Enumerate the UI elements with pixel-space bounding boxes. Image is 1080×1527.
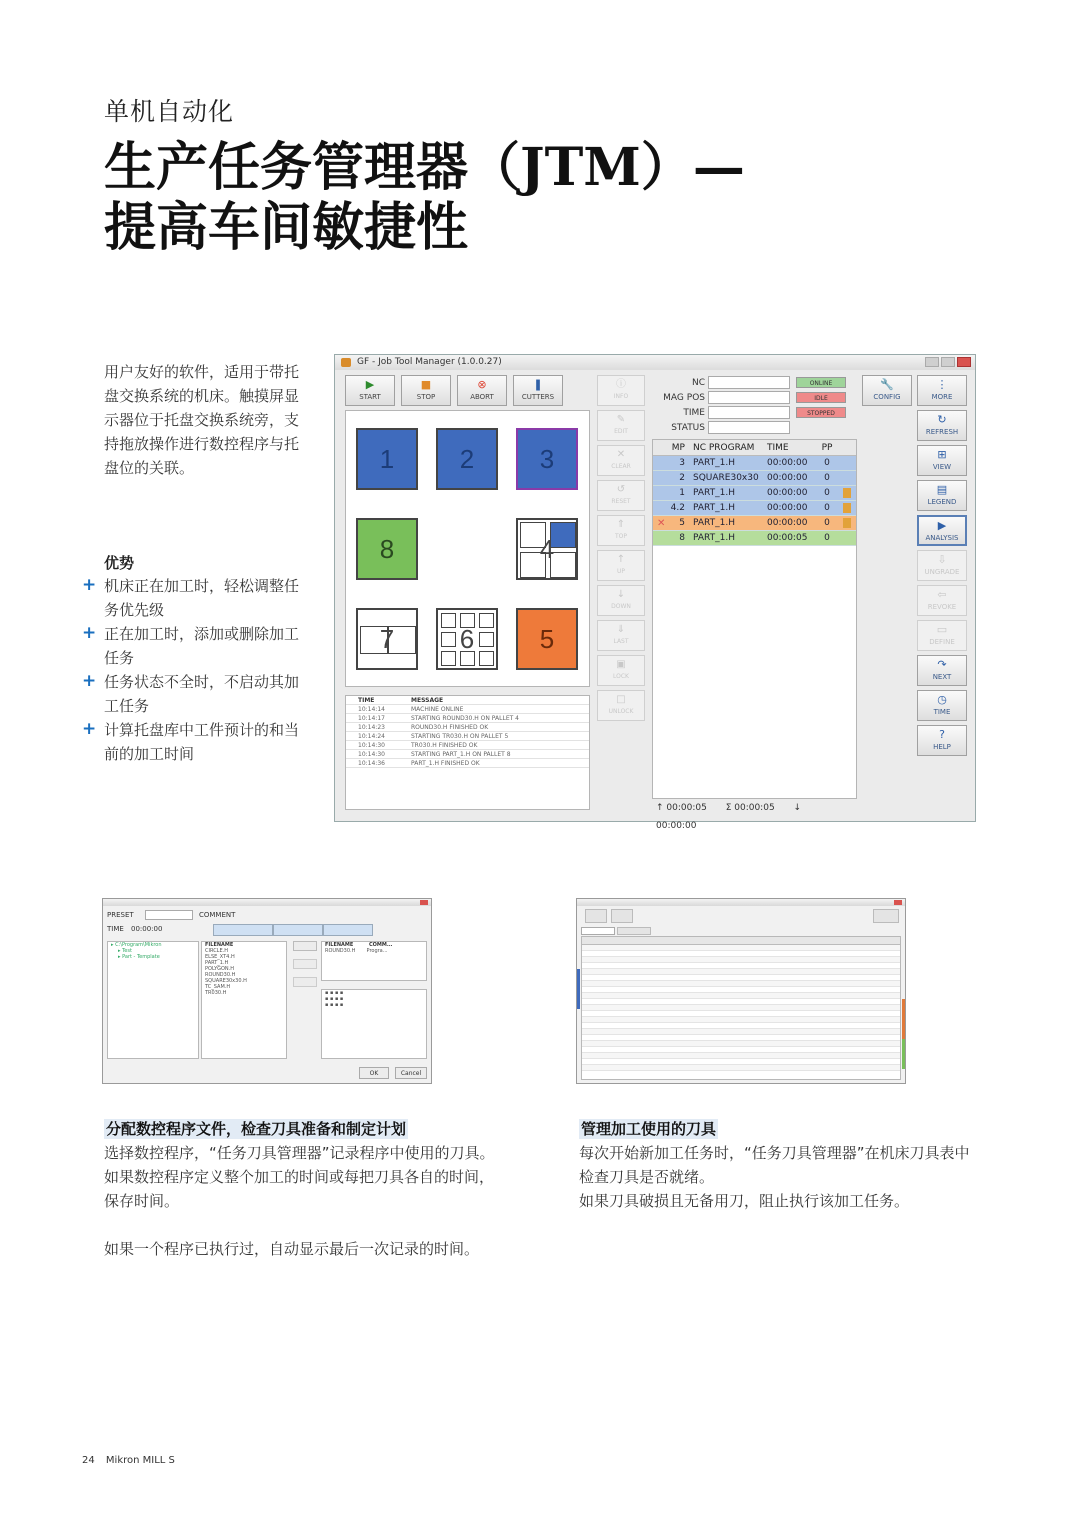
status-badge-idle: IDLE <box>796 392 846 403</box>
message-row: 10:14:30 STARTING PART_1.H ON PALLET 8 <box>346 750 589 759</box>
window-title: GF - Job Tool Manager (1.0.0.27) <box>357 357 502 367</box>
stop-icon: ■ <box>420 378 432 391</box>
caption-left-body: 选择数控程序，“任务刀具管理器”记录程序中使用的刀具。 如果数控程序定义整个加工的时间或每把刀具各自的时间，保存时间。 如果一个程序已执行过，自动显示最后一次记录的时间。 <box>104 1144 495 1258</box>
comment-label: COMMENT <box>199 911 236 919</box>
start-button[interactable]: ▶ START <box>345 375 395 406</box>
cutter-list <box>321 989 427 1059</box>
close-icon[interactable] <box>420 900 428 905</box>
app-icon <box>341 358 351 367</box>
table-row[interactable]: 2 SQUARE30x30 00:00:00 0 <box>653 471 856 486</box>
close-icon[interactable] <box>894 900 902 905</box>
selected-list[interactable] <box>321 941 427 981</box>
plus-icon: + <box>82 671 97 691</box>
last-button[interactable]: ⇓ LAST <box>597 620 645 651</box>
stop-button[interactable]: ■ STOP <box>401 375 451 406</box>
add-button[interactable] <box>293 941 317 951</box>
pallet-6[interactable]: 6 <box>436 608 498 670</box>
tree-node[interactable]: ▸ C:\Program\Mikron <box>111 942 162 948</box>
pallet-8[interactable]: 8 <box>356 518 418 580</box>
analysis-icon: ▶ <box>937 519 947 532</box>
table-row[interactable] <box>582 1065 900 1071</box>
pallet-area <box>345 410 590 687</box>
more-button[interactable]: ⋮ MORE <box>917 375 967 406</box>
error-icon: ✕ <box>657 518 666 529</box>
mag-pos-field <box>708 391 790 404</box>
time-field <box>708 406 790 419</box>
table-row[interactable]: 8 PART_1.H 00:00:05 0 <box>653 531 856 546</box>
cancel-button[interactable]: Cancel <box>395 1067 427 1079</box>
file-item[interactable]: CIRCLE.H <box>205 948 228 954</box>
tool-flag-icon <box>843 518 851 528</box>
file-item[interactable]: TR030.H <box>205 990 227 996</box>
info-row-nc: NC ONLINE <box>652 375 857 390</box>
message-row: 10:14:36 PART_1.H FINISHED OK <box>346 759 589 768</box>
info-button[interactable]: ⓘ INFO <box>597 375 645 406</box>
table-row[interactable]: 4.2 PART_1.H 00:00:00 0 <box>653 501 856 516</box>
pencil-icon: ✎ <box>616 414 626 425</box>
more-icon: ⋮ <box>936 378 948 391</box>
intro-text: 用户友好的软件，适用于带托盘交换系统的机床。触摸屏显示器位于托盘交换系统旁，支持拖放操作进行数控程序与托盘位的关联。 <box>104 363 300 477</box>
program-table <box>652 439 857 799</box>
time-value: 00:00:00 <box>131 925 163 933</box>
table-row[interactable]: ✕ 5 PART_1.H 00:00:00 0 <box>653 516 856 531</box>
lock-icon: ▣ <box>616 659 626 670</box>
ungrade-icon: ⇩ <box>937 553 947 566</box>
product-name: Mikron MILL S <box>105 1455 175 1466</box>
plus-icon: + <box>82 575 97 595</box>
file-item[interactable]: TC_SAM.H <box>205 984 231 990</box>
pallet-3[interactable]: 3 <box>516 428 578 490</box>
tool-table <box>581 936 901 1080</box>
file-item[interactable]: PART_1.H <box>205 960 229 966</box>
close-icon[interactable] <box>957 357 971 367</box>
row-marker <box>902 999 905 1039</box>
remaining-time: ↑ 00:00:05 <box>656 803 707 813</box>
refresh-button[interactable]: ↻ REFRESH <box>917 410 967 441</box>
message-row: 10:14:17 STARTING ROUND30.H ON PALLET 4 <box>346 714 589 723</box>
row-marker <box>577 969 580 1009</box>
tree-node[interactable]: ▸ Test <box>118 948 132 954</box>
slot <box>479 613 494 628</box>
ungrade-button[interactable]: ⇩ UNGRADE <box>917 550 967 581</box>
file-item[interactable]: SQUARE30x30.H <box>205 978 247 984</box>
tool-table-header <box>582 937 900 945</box>
enable-button[interactable] <box>611 909 633 923</box>
nc-field <box>708 376 790 389</box>
table-row[interactable]: 3 PART_1.H 00:00:00 0 <box>653 456 856 471</box>
message-row: 10:14:30 TR030.H FINISHED OK <box>346 741 589 750</box>
next-button[interactable]: ↷ NEXT <box>917 655 967 686</box>
table-row[interactable]: 1 PART_1.H 00:00:00 0 <box>653 486 856 501</box>
file-item[interactable]: ROUND30.H <box>205 972 236 978</box>
next-icon: ↷ <box>937 658 947 671</box>
message-row: 10:14:24 STARTING TR030.H ON PALLET 5 <box>346 732 589 741</box>
status-badge-online: ONLINE <box>796 377 846 388</box>
history-button[interactable] <box>213 924 273 936</box>
row-marker <box>902 1039 905 1069</box>
elapsed-time: ↓ 00:00:00 <box>656 803 802 831</box>
arrow-top-icon: ⇑ <box>616 519 626 530</box>
slot <box>441 613 456 628</box>
advantage-item: + 任务状态不全时，不启动其加工任务 <box>82 671 300 715</box>
plus-icon: + <box>82 623 97 643</box>
dialog-titlebar <box>577 899 905 906</box>
cutter-row: ▪ ▪ ▪ ▪ <box>325 996 344 1002</box>
caption-left-title: 分配数控程序文件，检查刀具准备和制定计划 <box>106 1120 407 1138</box>
dialog-titlebar <box>103 899 431 906</box>
revoke-button[interactable]: ⇦ REVOKE <box>917 585 967 616</box>
slot <box>441 651 456 666</box>
clock-icon: ◷ <box>937 693 947 706</box>
time-button[interactable]: ◷ TIME <box>917 690 967 721</box>
time-summary <box>652 799 857 831</box>
slot <box>479 651 494 666</box>
advantages-list <box>82 574 304 766</box>
reset-button[interactable]: ↺ RESET <box>597 480 645 511</box>
info-row-status: STATUS <box>652 420 857 435</box>
machine-info <box>652 375 857 435</box>
time-label: TIME <box>107 925 124 933</box>
arrow-bottom-icon: ⇓ <box>616 624 626 635</box>
file-item[interactable]: ELSE_XT4.H <box>205 954 235 960</box>
window-titlebar <box>335 355 975 370</box>
advantage-item: + 正在加工时，添加或删除加工任务 <box>82 623 300 667</box>
revoke-icon: ⇦ <box>937 588 947 601</box>
define-icon: ▭ <box>936 623 948 636</box>
filename-header: FILENAME <box>205 942 234 948</box>
lock-button[interactable]: ▣ LOCK <box>597 655 645 686</box>
maximize-icon[interactable] <box>941 357 955 367</box>
arrow-down-icon: ↓ <box>616 589 626 600</box>
pallet-5[interactable]: 5 <box>516 608 578 670</box>
arrow-up-icon: ↑ <box>616 554 626 565</box>
wrench-icon: 🔧 <box>880 378 894 391</box>
minimize-icon[interactable] <box>925 357 939 367</box>
file-list[interactable] <box>201 941 287 1059</box>
message-log <box>345 695 590 810</box>
page-title-line2: 提高车间敏捷性 <box>104 197 469 258</box>
tool-flag-icon <box>843 503 851 513</box>
refresh-button[interactable] <box>585 909 607 923</box>
info-row-magpos: MAG POS IDLE <box>652 390 857 405</box>
message-row: 10:14:23 ROUND30.H FINISHED OK <box>346 723 589 732</box>
preset-label: PRESET <box>107 911 134 919</box>
page-number: 24 <box>82 1455 95 1466</box>
info-row-time: TIME STOPPED <box>652 405 857 420</box>
help-button[interactable]: ? HELP <box>917 725 967 756</box>
status-badge-stopped: STOPPED <box>796 407 846 418</box>
tree-node[interactable]: ▸ Part - Template <box>118 954 160 960</box>
down-button[interactable]: ↓ DOWN <box>597 585 645 616</box>
program-select-screenshot <box>102 898 432 1084</box>
unlock-button[interactable]: □ UNLOCK <box>597 690 645 721</box>
selected-item[interactable]: ROUND30.H Progra... <box>325 948 388 954</box>
cutter-row: ▪ ▪ ▪ ▪ <box>325 1002 344 1008</box>
ok-button[interactable]: OK <box>359 1067 389 1079</box>
up-button[interactable]: ↑ UP <box>597 550 645 581</box>
define-button[interactable]: ▭ DEFINE <box>917 620 967 651</box>
clear-button[interactable]: ✕ CLEAR <box>597 445 645 476</box>
ctr-button[interactable] <box>323 924 373 936</box>
folder-tree[interactable] <box>107 941 199 1059</box>
jtm-window <box>334 354 976 831</box>
top-button[interactable]: ⇑ TOP <box>597 515 645 546</box>
remove-button[interactable] <box>293 959 317 969</box>
tool-table-rows <box>582 945 900 1071</box>
page-title <box>104 138 745 258</box>
config-button[interactable]: 🔧 CONFIG <box>862 375 912 406</box>
tool-table-screenshot <box>576 898 906 1084</box>
file-item[interactable]: POLYGON.H <box>205 966 235 972</box>
clear-button[interactable] <box>293 977 317 987</box>
tab-summary[interactable] <box>617 927 651 935</box>
info-icon: ⓘ <box>616 379 626 390</box>
preset-field[interactable] <box>145 910 193 920</box>
message-log-header: TIME MESSAGE <box>346 696 589 705</box>
view-icon: ⊞ <box>937 448 947 461</box>
tab-tool-table[interactable] <box>581 927 615 935</box>
message-row: 10:14:14 MACHINE ONLINE <box>346 705 589 714</box>
legend-icon: ▤ <box>936 483 948 496</box>
analysis-button[interactable]: ▶ ANALYSIS <box>917 515 967 546</box>
pallet-2[interactable]: 2 <box>436 428 498 490</box>
pallet-4[interactable]: 4 <box>516 518 578 580</box>
tool-flag-icon <box>843 488 851 498</box>
nc-button[interactable] <box>273 924 323 936</box>
advantages-title: 优势 <box>104 554 135 572</box>
page-title-line1: 生产任务管理器（JTM）— <box>104 137 745 198</box>
total-time: Σ 00:00:05 <box>725 803 775 813</box>
slot <box>479 632 494 647</box>
disable-button[interactable] <box>873 909 899 923</box>
program-table-header: MP NC PROGRAM TIME PP <box>653 440 856 456</box>
pallet-1[interactable]: 1 <box>356 428 418 490</box>
cutters-button[interactable]: ❚ CUTTERS <box>513 375 563 406</box>
cutter-row: ▪ ▪ ▪ ▪ <box>325 990 344 996</box>
cutter-icon: ❚ <box>533 378 543 391</box>
section-kicker: 单机自动化 <box>104 97 235 126</box>
advantage-item: + 计算托盘库中工件预计的和当前的加工时间 <box>82 719 300 763</box>
refresh-icon: ↻ <box>937 413 947 426</box>
advantage-item: + 机床正在加工时，轻松调整任务优先级 <box>82 575 300 619</box>
status-field <box>708 421 790 434</box>
view-button[interactable]: ⊞ VIEW <box>917 445 967 476</box>
page-footer <box>82 1455 183 1466</box>
play-icon: ▶ <box>365 378 375 391</box>
help-icon: ? <box>939 728 945 741</box>
reset-icon: ↺ <box>616 484 626 495</box>
clear-icon: ✕ <box>616 449 626 460</box>
selected-header: FILENAME COMM... <box>325 942 393 948</box>
unlock-icon: □ <box>616 694 626 705</box>
edit-button[interactable]: ✎ EDIT <box>597 410 645 441</box>
pallet-7[interactable]: 7 <box>356 608 418 670</box>
caption-right-body: 每次开始新加工任务时，“任务刀具管理器”在机床刀具表中检查刀具是否就绪。 如果刀具破损且无备用刀，阻止执行该加工任务。 <box>579 1144 970 1210</box>
abort-button[interactable]: ⊗ ABORT <box>457 375 507 406</box>
plus-icon: + <box>82 719 97 739</box>
legend-button[interactable]: ▤ LEGEND <box>917 480 967 511</box>
slot <box>441 632 456 647</box>
caption-right-title: 管理加工使用的刀具 <box>581 1120 717 1138</box>
abort-icon: ⊗ <box>477 378 487 391</box>
